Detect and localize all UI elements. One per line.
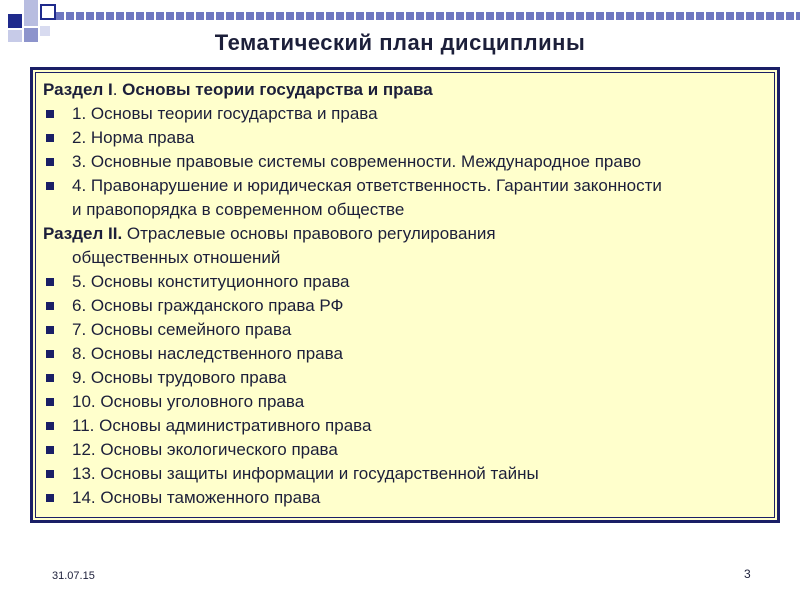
section-1-separator: . [112, 80, 118, 99]
square-bullet-icon [46, 398, 54, 406]
square-bullet-icon [46, 374, 54, 382]
square-bullet-icon [46, 326, 54, 334]
list-item: 1. Основы теории государства и права [43, 102, 767, 126]
section-1-title: Основы теории государства и права [117, 80, 433, 99]
square-bullet-icon [46, 278, 54, 286]
section-2-heading [43, 222, 767, 246]
section-2-title-continuation: общественных отношений [72, 248, 281, 267]
section-2-list [43, 270, 767, 510]
list-item: 14. Основы таможенного права [43, 486, 767, 510]
content-inner [43, 78, 767, 510]
list-item: 12. Основы экологического права [43, 438, 767, 462]
slide-title: Тематический план дисциплины [214, 30, 586, 55]
square-bullet-icon [46, 110, 54, 118]
square-bullet-icon [46, 422, 54, 430]
page-number: 3 [744, 567, 751, 581]
square-bullet-icon [46, 350, 54, 358]
list-item: 11. Основы административного права [43, 414, 767, 438]
list-item: 2. Норма права [43, 126, 767, 150]
section-1-label: Раздел I [43, 80, 113, 99]
decor-square [40, 4, 56, 20]
list-item: 9. Основы трудового права [43, 366, 767, 390]
square-bullet-icon [46, 494, 54, 502]
list-item: 10. Основы уголовного права [43, 390, 767, 414]
list-item: 5. Основы конституционного права [43, 270, 767, 294]
footer-date: 31.07.15 [52, 570, 95, 582]
square-bullet-icon [46, 302, 54, 310]
list-item: 7. Основы семейного права [43, 318, 767, 342]
square-bullet-icon [46, 470, 54, 478]
list-item: 8. Основы наследственного права [43, 342, 767, 366]
list-item: 6. Основы гражданского права РФ [43, 294, 767, 318]
decor-square [8, 14, 22, 28]
list-item: 3. Основные правовые системы современности. Международное право [43, 150, 767, 174]
section-1-heading [43, 78, 767, 102]
list-item: 13. Основы защиты информации и государственной тайны [43, 462, 767, 486]
list-item: 4. Правонарушение и юридическая ответственность. Гарантии законности [43, 174, 767, 198]
section-2-title: Отраслевые основы правового регулирования [122, 224, 496, 243]
top-decor-rule [56, 12, 800, 20]
square-bullet-icon [46, 158, 54, 166]
list-item-continuation: и правопорядка в современном обществе [72, 200, 405, 219]
section-2-label: Раздел II. [43, 224, 123, 243]
square-bullet-icon [46, 182, 54, 190]
content-box [30, 67, 780, 523]
section-1-list [43, 102, 767, 198]
decor-square [24, 0, 38, 26]
square-bullet-icon [46, 446, 54, 454]
square-bullet-icon [46, 134, 54, 142]
